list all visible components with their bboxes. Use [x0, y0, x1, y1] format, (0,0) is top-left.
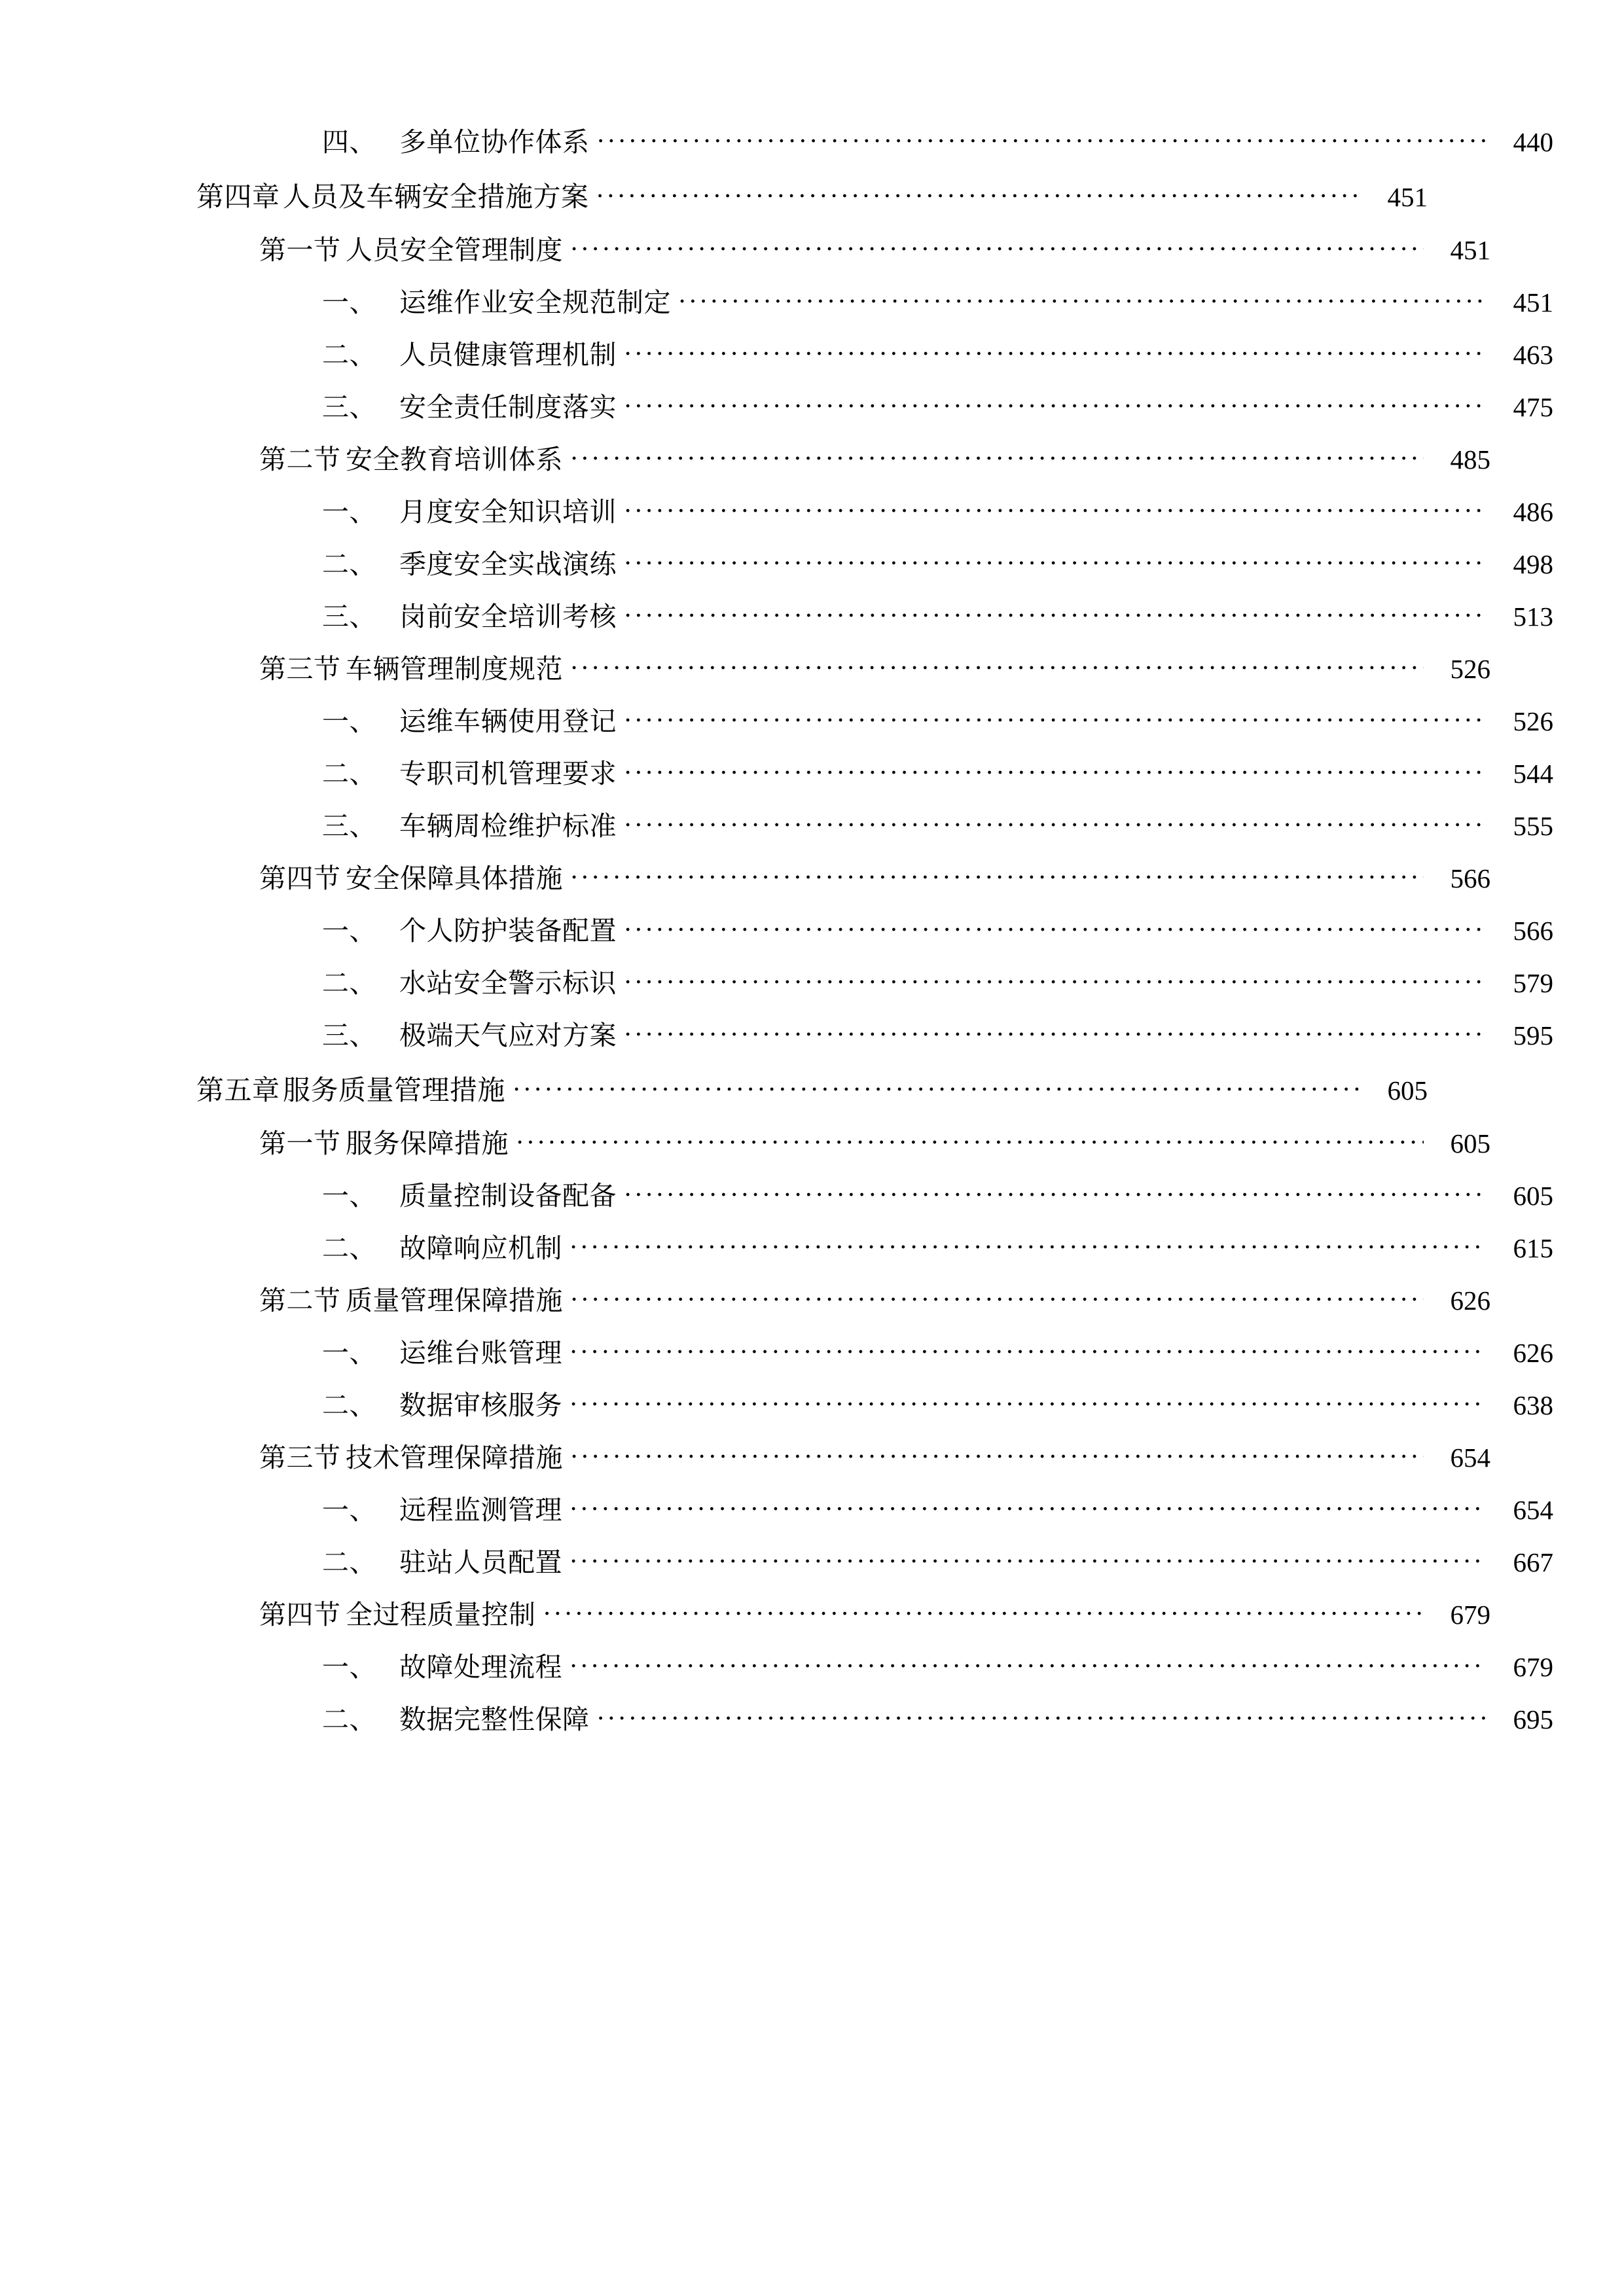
toc-leader-dots: [571, 1440, 1424, 1467]
toc-entry-title: 运维台账管理: [399, 1338, 562, 1368]
toc-entry-label: [322, 813, 617, 840]
toc-entry-title: 水站安全警示标识: [399, 968, 617, 998]
toc-entry-number: 二、: [322, 968, 376, 998]
toc-entry-label: [322, 1340, 562, 1367]
toc-leader-dots: [570, 1388, 1487, 1414]
toc-entry-title: 质量管理保障措施: [346, 1285, 563, 1316]
toc-entry-title: 车辆管理制度规范: [346, 654, 563, 684]
toc-entry-page-number: 451: [1387, 182, 1428, 212]
toc-entry-label: [322, 289, 671, 316]
toc-entry-title: 季度安全实战演练: [399, 549, 617, 579]
toc-entry[interactable]: [196, 1073, 1428, 1105]
toc-leader-dots: [571, 1283, 1424, 1310]
toc-leader-dots: [624, 756, 1487, 783]
toc-entry-number: 第四节: [259, 863, 341, 893]
toc-entry-label: [259, 865, 563, 892]
toc-entry-page-number: 451: [1513, 287, 1553, 317]
toc-entry-title: 数据审核服务: [399, 1390, 562, 1420]
toc-entry-label: [259, 1444, 563, 1471]
toc-entry-label: [322, 1706, 590, 1733]
toc-entry-title: 服务质量管理措施: [283, 1076, 506, 1106]
toc-leader-dots: [624, 547, 1487, 573]
toc-leader-dots: [624, 1018, 1487, 1045]
toc-entry-label: [322, 1022, 617, 1049]
toc-entry-number: 一、: [322, 1338, 376, 1368]
toc-entry-number: 第三节: [259, 1443, 341, 1473]
toc-entry-number: 一、: [322, 916, 376, 946]
toc-entry-number: 二、: [322, 759, 376, 789]
toc-entry-number: 二、: [322, 1233, 376, 1263]
toc-entry[interactable]: [196, 1492, 1553, 1524]
toc-entry-page-number: 667: [1513, 1547, 1553, 1577]
toc-entry-number: 二、: [322, 1704, 376, 1734]
toc-entry-label: [259, 237, 563, 264]
toc-entry[interactable]: [196, 965, 1553, 997]
toc-entry-number: 第三节: [259, 654, 341, 684]
toc-entry-page-number: 555: [1513, 811, 1553, 841]
toc-entry-title: 安全教育培训体系: [346, 444, 563, 475]
toc-entry[interactable]: [196, 1283, 1490, 1314]
toc-entry-title: 服务保障措施: [346, 1128, 509, 1158]
toc-entry-number: 三、: [322, 392, 376, 422]
toc-entry[interactable]: [196, 1018, 1553, 1049]
toc-entry[interactable]: [196, 1545, 1553, 1576]
toc-entry-title: 岗前安全培训考核: [399, 601, 617, 632]
toc-entry[interactable]: [196, 1597, 1490, 1628]
toc-entry-number: 一、: [322, 497, 376, 527]
toc-entry-title: 车辆周检维护标准: [399, 811, 617, 841]
toc-entry-page-number: 485: [1450, 444, 1490, 475]
toc-entry-page-number: 654: [1450, 1443, 1490, 1473]
toc-entry-page-number: 605: [1513, 1181, 1553, 1211]
toc-entry-label: [322, 342, 617, 368]
toc-leader-dots: [571, 861, 1424, 888]
toc-entry-label: [196, 1077, 505, 1105]
toc-entry-label: [322, 394, 617, 421]
toc-entry-label: [322, 551, 617, 578]
toc-entry-number: 一、: [322, 1652, 376, 1682]
toc-entry-page-number: 595: [1513, 1020, 1553, 1050]
toc-entry-title: 远程监测管理: [399, 1495, 562, 1525]
toc-leader-dots: [624, 389, 1487, 416]
toc-entry-number: 三、: [322, 811, 376, 841]
toc-entry-number: 一、: [322, 1181, 376, 1211]
toc-entry-page-number: 679: [1450, 1600, 1490, 1630]
toc-entry-page-number: 544: [1513, 759, 1553, 789]
toc-entry[interactable]: [196, 913, 1553, 944]
toc-entry-page-number: 615: [1513, 1233, 1553, 1263]
toc-entry-number: 三、: [322, 601, 376, 632]
toc-entry-title: 人员安全管理制度: [346, 235, 563, 265]
toc-entry[interactable]: [196, 232, 1490, 264]
toc-entry-page-number: 463: [1513, 340, 1553, 370]
toc-entry-title: 全过程质量控制: [346, 1600, 536, 1630]
toc-entry-page-number: 498: [1513, 549, 1553, 579]
toc-entry-page-number: 579: [1513, 968, 1553, 998]
toc-entry-page-number: 626: [1450, 1285, 1490, 1316]
toc-entry-label: [322, 499, 617, 526]
toc-leader-dots: [570, 1230, 1487, 1257]
toc-entry-number: 一、: [322, 706, 376, 736]
toc-entry-page-number: 679: [1513, 1652, 1553, 1682]
toc-entry-title: 多单位协作体系: [399, 127, 590, 157]
toc-entry-page-number: 526: [1513, 706, 1553, 736]
toc-entry-number: 第一节: [259, 1128, 341, 1158]
toc-entry-number: 第五章: [196, 1076, 280, 1106]
toc-entry-page-number: 605: [1387, 1075, 1428, 1105]
toc-entry-page-number: 626: [1513, 1338, 1553, 1368]
toc-entry-label: [322, 129, 590, 156]
toc-leader-dots: [570, 1545, 1487, 1571]
toc-leader-dots: [513, 1073, 1361, 1100]
toc-entry[interactable]: [196, 494, 1553, 526]
toc-leader-dots: [598, 124, 1487, 151]
toc-entry[interactable]: [196, 756, 1553, 787]
toc-entry[interactable]: [196, 651, 1490, 683]
toc-entry-label: [322, 970, 617, 997]
toc-leader-dots: [624, 599, 1487, 626]
toc-entry[interactable]: [196, 337, 1553, 368]
toc-leader-dots: [624, 1178, 1487, 1205]
toc-leader-dots: [544, 1597, 1424, 1624]
toc-entry-page-number: 451: [1450, 235, 1490, 265]
toc-entry-label: [322, 918, 617, 944]
toc-entry[interactable]: [196, 285, 1553, 316]
toc-entry-number: 第二节: [259, 1285, 341, 1316]
toc-entry-page-number: 566: [1513, 916, 1553, 946]
toc-entry-title: 故障处理流程: [399, 1652, 562, 1682]
toc-entry-page-number: 475: [1513, 392, 1553, 422]
toc-entry-label: [259, 1130, 509, 1157]
toc-leader-dots: [571, 442, 1424, 469]
toc-entry-number: 四、: [322, 127, 376, 157]
toc-leader-dots: [570, 1335, 1487, 1362]
toc-leader-dots: [571, 232, 1424, 259]
toc-entry-label: [259, 1602, 536, 1628]
toc-entry-label: [259, 656, 563, 683]
toc-entry-number: 第一节: [259, 235, 341, 265]
toc-entry-number: 二、: [322, 340, 376, 370]
toc-leader-dots: [624, 965, 1487, 992]
toc-entry-number: 第二节: [259, 444, 341, 475]
toc-entry-title: 专职司机管理要求: [399, 759, 617, 789]
toc-entry-title: 人员健康管理机制: [399, 340, 617, 370]
toc-entry[interactable]: [196, 1649, 1553, 1681]
toc-entry-label: [322, 1549, 562, 1576]
toc-entry-title: 个人防护装备配置: [399, 916, 617, 946]
toc-entry[interactable]: [196, 1178, 1553, 1210]
toc-entry-label: [322, 761, 617, 787]
toc-leader-dots: [598, 1702, 1487, 1729]
toc-entry-page-number: 440: [1513, 127, 1553, 157]
toc-entry-number: 一、: [322, 287, 376, 317]
toc-entry-page-number: 695: [1513, 1704, 1553, 1734]
toc-leader-dots: [624, 337, 1487, 364]
toc-entry-label: [322, 603, 617, 630]
toc-entry-number: 一、: [322, 1495, 376, 1525]
toc-entry-number: 二、: [322, 1547, 376, 1577]
toc-entry-title: 极端天气应对方案: [399, 1020, 617, 1050]
toc-entry-number: 第四章: [196, 183, 280, 213]
toc-entry-page-number: 513: [1513, 601, 1553, 632]
toc-entry[interactable]: [196, 389, 1553, 421]
toc-entry[interactable]: [196, 442, 1490, 473]
toc-entry-title: 故障响应机制: [399, 1233, 562, 1263]
toc-entry-number: 二、: [322, 549, 376, 579]
toc-entry-title: 驻站人员配置: [399, 1547, 562, 1577]
toc-entry-page-number: 486: [1513, 497, 1553, 527]
toc-entry-page-number: 638: [1513, 1390, 1553, 1420]
toc-entry-label: [259, 1287, 563, 1314]
toc-leader-dots: [624, 494, 1487, 521]
toc-leader-dots: [516, 1126, 1424, 1153]
toc-entry[interactable]: [196, 1702, 1553, 1733]
toc-entry[interactable]: [196, 124, 1553, 156]
toc-leader-dots: [624, 704, 1487, 730]
toc-entry-title: 安全责任制度落实: [399, 392, 617, 422]
table-of-contents: [196, 124, 1553, 1734]
toc-entry-label: [322, 1497, 562, 1524]
toc-entry-number: 第四节: [259, 1600, 341, 1630]
toc-entry-title: 运维作业安全规范制定: [399, 287, 671, 317]
toc-entry-label: [322, 708, 617, 735]
toc-entry-title: 人员及车辆安全措施方案: [283, 183, 589, 213]
toc-entry-page-number: 605: [1450, 1128, 1490, 1158]
toc-entry-title: 运维车辆使用登记: [399, 706, 617, 736]
toc-leader-dots: [679, 285, 1487, 312]
toc-leader-dots: [624, 913, 1487, 940]
toc-leader-dots: [597, 179, 1361, 206]
toc-entry-title: 质量控制设备配备: [399, 1181, 617, 1211]
toc-entry[interactable]: [196, 547, 1553, 578]
toc-entry-page-number: 526: [1450, 654, 1490, 684]
toc-entry-label: [259, 446, 563, 473]
toc-entry[interactable]: [196, 1335, 1553, 1367]
toc-entry-title: 安全保障具体措施: [346, 863, 563, 893]
toc-entry-number: 三、: [322, 1020, 376, 1050]
toc-entry-number: 二、: [322, 1390, 376, 1420]
toc-entry[interactable]: [196, 704, 1553, 735]
toc-entry[interactable]: [196, 1440, 1490, 1471]
toc-entry-page-number: 566: [1450, 863, 1490, 893]
toc-entry-label: [322, 1392, 562, 1419]
toc-entry-title: 技术管理保障措施: [346, 1443, 563, 1473]
toc-entry-title: 月度安全知识培训: [399, 497, 617, 527]
toc-entry-page-number: 654: [1513, 1495, 1553, 1525]
toc-leader-dots: [570, 1492, 1487, 1519]
toc-entry[interactable]: [196, 179, 1428, 211]
toc-entry[interactable]: [196, 1230, 1553, 1262]
toc-entry-label: [322, 1183, 617, 1210]
toc-entry[interactable]: [196, 599, 1553, 630]
toc-entry-label: [322, 1235, 562, 1262]
toc-entry-label: [322, 1654, 562, 1681]
toc-leader-dots: [571, 651, 1424, 678]
toc-entry[interactable]: [196, 808, 1553, 840]
toc-entry-label: [196, 184, 589, 211]
toc-entry[interactable]: [196, 1126, 1490, 1157]
toc-entry[interactable]: [196, 861, 1490, 892]
toc-entry[interactable]: [196, 1388, 1553, 1419]
toc-entry-title: 数据完整性保障: [399, 1704, 590, 1734]
toc-leader-dots: [570, 1649, 1487, 1676]
toc-leader-dots: [624, 808, 1487, 835]
